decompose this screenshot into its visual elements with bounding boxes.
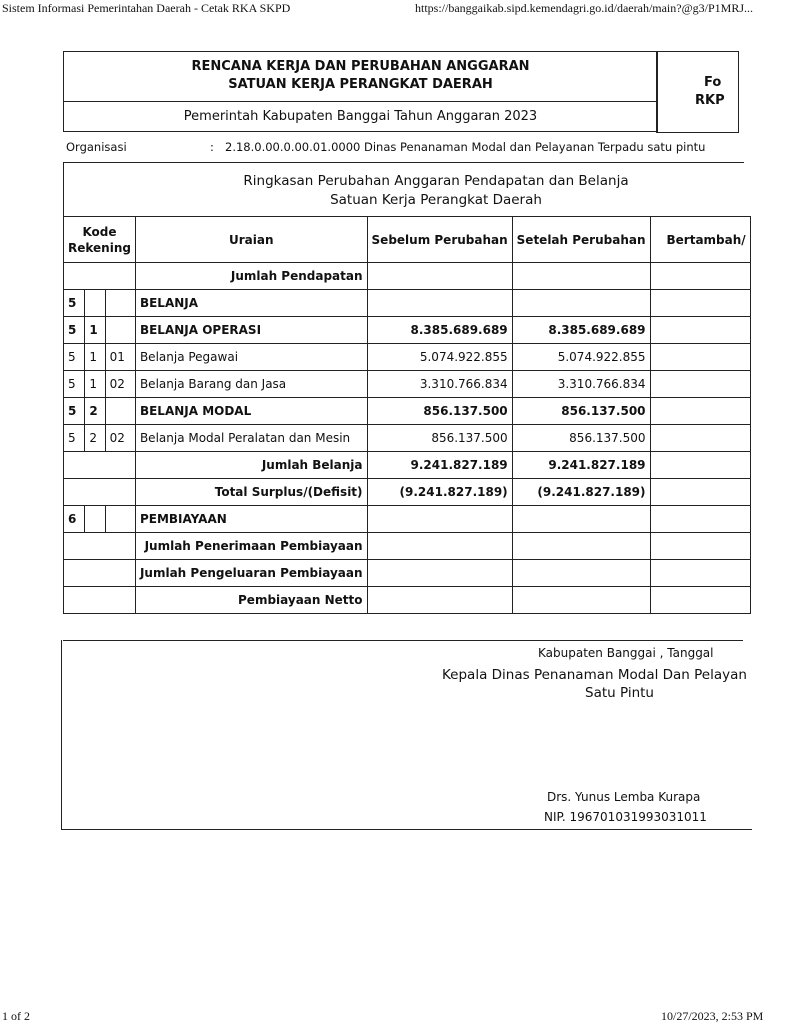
signature-position-line1: Kepala Dinas Penanaman Modal Dan Pelayan — [442, 667, 747, 683]
print-footer — [0, 1008, 768, 1024]
bertambah-cell — [650, 317, 750, 344]
kode-cell — [64, 587, 136, 614]
budget-table — [63, 216, 751, 614]
kode-1-cell: 5 — [64, 398, 85, 425]
document-subtitle: Pemerintah Kabupaten Banggai Tahun Anggaran 2023 — [63, 101, 658, 132]
document-title-line2: SATUAN KERJA PERANGKAT DAERAH — [228, 77, 493, 92]
bertambah-cell — [650, 560, 750, 587]
sebelum-cell: 856.137.500 — [367, 425, 512, 452]
setelah-cell — [512, 263, 650, 290]
setelah-cell: 5.074.922.855 — [512, 344, 650, 371]
table-row — [64, 452, 751, 479]
table-row — [64, 479, 751, 506]
uraian-cell: BELANJA OPERASI — [135, 317, 367, 344]
kode-cell — [64, 479, 136, 506]
kode-1-cell: 5 — [64, 317, 85, 344]
bertambah-cell — [650, 506, 750, 533]
kode-2-cell: 2 — [85, 425, 105, 452]
page-number: 1 of 2 — [2, 1009, 30, 1023]
uraian-cell: Jumlah Pengeluaran Pembiayaan — [135, 560, 367, 587]
table-row — [64, 533, 751, 560]
kode-1-cell: 6 — [64, 506, 85, 533]
kode-1-cell: 5 — [64, 290, 85, 317]
uraian-cell: PEMBIAYAAN — [135, 506, 367, 533]
sebelum-cell — [367, 587, 512, 614]
form-code-line2: RKP — [695, 93, 725, 108]
signature-place-date: Kabupaten Banggai , Tanggal — [538, 646, 714, 660]
sebelum-cell: 856.137.500 — [367, 398, 512, 425]
uraian-cell: Belanja Barang dan Jasa — [135, 371, 367, 398]
uraian-cell: Jumlah Penerimaan Pembiayaan — [135, 533, 367, 560]
table-row — [64, 344, 751, 371]
signature-block — [61, 640, 752, 830]
bertambah-cell — [650, 533, 750, 560]
sebelum-cell — [367, 290, 512, 317]
sebelum-cell: 9.241.827.189 — [367, 452, 512, 479]
form-code-line1: Fo — [704, 75, 722, 90]
bertambah-cell — [650, 479, 750, 506]
uraian-cell: Belanja Pegawai — [135, 344, 367, 371]
kode-1-cell: 5 — [64, 371, 85, 398]
signature-nip: NIP. 196701031993031011 — [544, 810, 707, 824]
kode-cell — [64, 560, 136, 587]
signature-position-line2: Satu Pintu — [585, 685, 654, 701]
table-row — [64, 398, 751, 425]
kode-2-cell — [85, 506, 105, 533]
bertambah-cell — [650, 398, 750, 425]
print-header-title: Sistem Informasi Pemerintahan Daerah - Cetak RKA SKPD — [2, 1, 291, 15]
setelah-cell — [512, 290, 650, 317]
setelah-cell: 8.385.689.689 — [512, 317, 650, 344]
kode-cell — [64, 533, 136, 560]
uraian-cell: Jumlah Belanja — [135, 452, 367, 479]
table-header-row — [64, 217, 751, 263]
sebelum-cell: 5.074.922.855 — [367, 344, 512, 371]
document-title-line1: RENCANA KERJA DAN PERUBAHAN ANGGARAN — [191, 59, 530, 74]
organisasi-value: 2.18.0.00.0.00.01.0000 Dinas Penanaman Modal dan Pelayanan Terpadu satu pintu — [225, 140, 706, 154]
organisasi-label: Organisasi — [66, 140, 127, 154]
organisasi-colon: : — [210, 140, 214, 154]
header-setelah: Setelah Perubahan — [512, 217, 650, 263]
uraian-cell: BELANJA — [135, 290, 367, 317]
setelah-cell: 3.310.766.834 — [512, 371, 650, 398]
kode-2-cell: 1 — [85, 317, 105, 344]
summary-line1: Ringkasan Perubahan Anggaran Pendapatan dan Belanja — [243, 173, 629, 189]
table-row — [64, 290, 751, 317]
table-row — [64, 371, 751, 398]
sebelum-cell — [367, 560, 512, 587]
uraian-cell: Pembiayaan Netto — [135, 587, 367, 614]
summary-line2: Satuan Kerja Perangkat Daerah — [330, 192, 542, 208]
setelah-cell: 856.137.500 — [512, 398, 650, 425]
bertambah-cell — [650, 344, 750, 371]
setelah-cell — [512, 587, 650, 614]
bertambah-cell — [650, 290, 750, 317]
setelah-cell — [512, 560, 650, 587]
setelah-cell — [512, 533, 650, 560]
setelah-cell — [512, 506, 650, 533]
bertambah-cell — [650, 587, 750, 614]
summary-heading — [63, 162, 744, 217]
header-bertambah: Bertambah/ — [650, 217, 750, 263]
kode-3-cell — [105, 317, 135, 344]
document-title — [63, 51, 658, 102]
kode-2-cell: 1 — [85, 371, 105, 398]
table-row — [64, 560, 751, 587]
kode-3-cell — [105, 506, 135, 533]
table-row — [64, 317, 751, 344]
kode-3-cell: 02 — [105, 425, 135, 452]
organisasi-row — [66, 140, 726, 158]
kode-cell — [64, 263, 136, 290]
kode-3-cell — [105, 398, 135, 425]
kode-2-cell: 2 — [85, 398, 105, 425]
header-kode-rekening: Kode Rekening — [64, 217, 136, 263]
kode-1-cell: 5 — [64, 344, 85, 371]
sebelum-cell — [367, 506, 512, 533]
signature-name: Drs. Yunus Lemba Kurapa — [547, 790, 701, 804]
sebelum-cell: 8.385.689.689 — [367, 317, 512, 344]
bertambah-cell — [650, 371, 750, 398]
table-row — [64, 425, 751, 452]
kode-2-cell — [85, 290, 105, 317]
setelah-cell: 9.241.827.189 — [512, 452, 650, 479]
header-sebelum: Sebelum Perubahan — [367, 217, 512, 263]
bertambah-cell — [650, 452, 750, 479]
setelah-cell: (9.241.827.189) — [512, 479, 650, 506]
bertambah-cell — [650, 263, 750, 290]
uraian-cell: Jumlah Pendapatan — [135, 263, 367, 290]
kode-cell — [64, 452, 136, 479]
sebelum-cell: 3.310.766.834 — [367, 371, 512, 398]
sebelum-cell — [367, 263, 512, 290]
uraian-cell: Belanja Modal Peralatan dan Mesin — [135, 425, 367, 452]
sebelum-cell — [367, 533, 512, 560]
uraian-cell: Total Surplus/(Defisit) — [135, 479, 367, 506]
kode-3-cell: 01 — [105, 344, 135, 371]
header-uraian: Uraian — [135, 217, 367, 263]
print-datetime: 10/27/2023, 2:53 PM — [661, 1009, 764, 1023]
kode-3-cell — [105, 290, 135, 317]
table-row — [64, 506, 751, 533]
table-row — [64, 263, 751, 290]
kode-2-cell: 1 — [85, 344, 105, 371]
kode-1-cell: 5 — [64, 425, 85, 452]
uraian-cell: BELANJA MODAL — [135, 398, 367, 425]
sebelum-cell: (9.241.827.189) — [367, 479, 512, 506]
table-row — [64, 587, 751, 614]
setelah-cell: 856.137.500 — [512, 425, 650, 452]
print-header-url: https://banggaikab.sipd.kemendagri.go.id/daerah/main?@g3/P1MRJ... — [415, 1, 753, 15]
kode-3-cell: 02 — [105, 371, 135, 398]
bertambah-cell — [650, 425, 750, 452]
form-code-box — [656, 51, 739, 133]
